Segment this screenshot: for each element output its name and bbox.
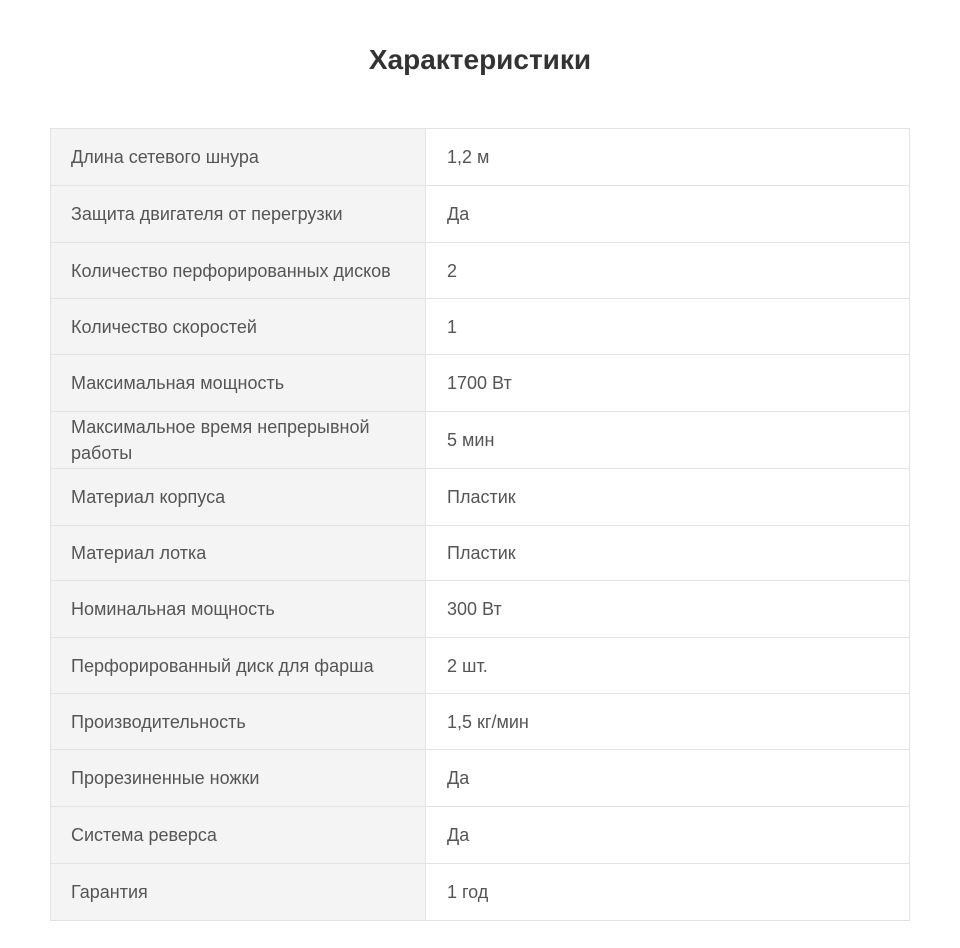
spec-value: 1700 Вт	[426, 355, 910, 412]
spec-name: Максимальное время непрерывной работы	[51, 412, 426, 469]
table-row	[51, 243, 910, 299]
spec-name: Перфорированный диск для фарша	[51, 638, 426, 694]
spec-value: Да	[426, 807, 910, 864]
spec-name: Система реверса	[51, 807, 426, 864]
spec-name: Материал лотка	[51, 526, 426, 581]
spec-name: Количество скоростей	[51, 299, 426, 355]
spec-value: Да	[426, 750, 910, 807]
table-row	[51, 412, 910, 469]
spec-value: 1	[426, 299, 910, 355]
spec-value: 5 мин	[426, 412, 910, 469]
spec-value: 1 год	[426, 864, 910, 921]
table-row	[51, 355, 910, 412]
spec-name: Производительность	[51, 694, 426, 750]
section-title: Характеристики	[368, 44, 592, 75]
spec-value: 1,2 м	[426, 129, 910, 186]
spec-value: 2 шт.	[426, 638, 910, 694]
spec-value: Пластик	[426, 526, 910, 581]
table-row	[51, 299, 910, 355]
spec-value: 1,5 кг/мин	[426, 694, 910, 750]
table-row	[51, 638, 910, 694]
spec-name: Гарантия	[51, 864, 426, 921]
table-row	[51, 526, 910, 581]
table-row	[51, 864, 910, 921]
table-row	[51, 807, 910, 864]
spec-name: Количество перфорированных дисков	[51, 243, 426, 299]
spec-value: Пластик	[426, 469, 910, 526]
spec-name: Максимальная мощность	[51, 355, 426, 412]
table-row	[51, 581, 910, 638]
table-row	[51, 469, 910, 526]
spec-name: Материал корпуса	[51, 469, 426, 526]
table-row	[51, 750, 910, 807]
spec-name: Прорезиненные ножки	[51, 750, 426, 807]
specifications-table	[50, 128, 910, 921]
table-row	[51, 186, 910, 243]
spec-name: Номинальная мощность	[51, 581, 426, 638]
spec-value: 2	[426, 243, 910, 299]
spec-name: Длина сетевого шнура	[51, 129, 426, 186]
spec-value: 300 Вт	[426, 581, 910, 638]
table-row	[51, 694, 910, 750]
spec-name: Защита двигателя от перегрузки	[51, 186, 426, 243]
spec-value: Да	[426, 186, 910, 243]
table-row	[51, 129, 910, 186]
